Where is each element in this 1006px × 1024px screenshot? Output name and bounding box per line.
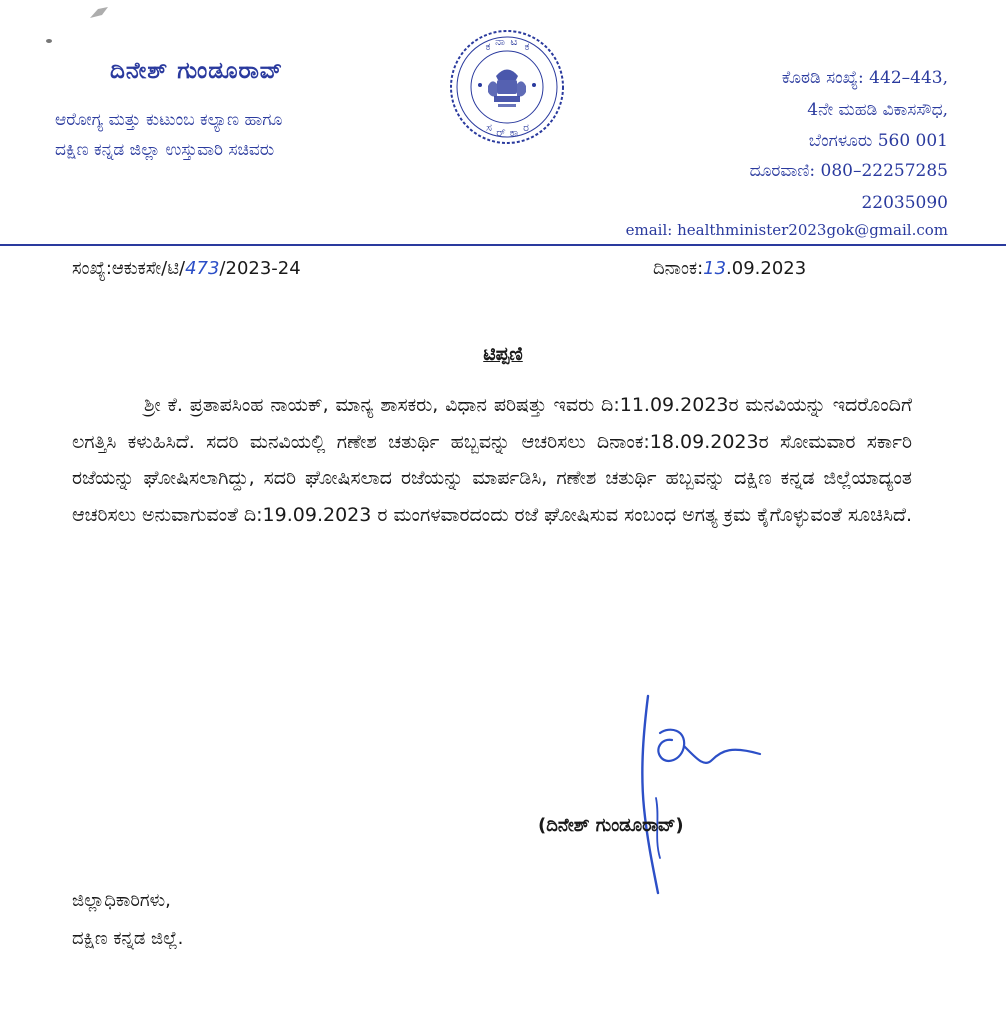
reference-date-suffix: .09.2023 [726,258,807,279]
reference-number-suffix: /2023-24 [219,258,301,279]
address-floor: 4ನೇ ಮಹಡಿ ವಿಕಾಸಸೌಧ, [807,100,948,120]
svg-text:ಕ: ಕ [524,40,530,53]
signature-icon [600,688,780,908]
reference-date [653,258,806,279]
scan-speck-small [46,39,52,43]
svg-text:ಟ: ಟ [510,35,518,48]
letterhead-role-line2: ದಕ್ಷಿಣ ಕನ್ನಡ ಜಿಲ್ಲಾ ಉಸ್ತುವಾರಿ ಸಚಿವರು [55,140,275,160]
svg-text:ಕಾ: ಕಾ [509,126,519,139]
address-city: ಬೆಂಗಳೂರು 560 001 [808,131,948,151]
letterhead-name: ದಿನೇಶ್ ಗುಂಡೂರಾವ್ [110,58,284,84]
letterhead-divider [0,244,1006,246]
svg-text:ರ್: ರ್ [496,126,506,139]
document-title: ಟಿಪ್ಪಣಿ [483,343,523,365]
reference-date-handwritten: 13 [703,258,727,279]
recipient-line2: ದಕ್ಷಿಣ ಕನ್ನಡ ಜಿಲ್ಲೆ. [72,928,184,949]
karnataka-emblem-icon [448,28,566,146]
reference-number [72,258,301,279]
signatory-name: (ದಿನೇಶ್ ಗುಂಡೂರಾವ್) [538,815,684,836]
reference-number-handwritten: 473 [185,258,220,279]
reference-number-prefix: ಸಂಖ್ಯೆ:ಆಕುಕಸೇ/ಟಿ/ [72,258,186,279]
svg-text:ರ: ರ [523,121,529,134]
phone-line1: ದೂರವಾಣಿ: 080–22257285 [749,161,948,181]
letterhead-email: email: healthminister2023gok@gmail.com [625,221,948,239]
scan-speck [88,6,110,20]
svg-text:ಸ: ಸ [486,121,492,134]
letterhead-role-line1: ಆರೋಗ್ಯ ಮತ್ತು ಕುಟುಂಬ ಕಲ್ಯಾಣ ಹಾಗೂ [55,110,283,130]
reference-date-prefix: ದಿನಾಂಕ: [653,258,704,279]
recipient-line1: ಜಿಲ್ಲಾಧಿಕಾರಿಗಳು, [72,890,171,911]
svg-text:ಕ: ಕ [485,40,491,53]
phone-line2: 22035090 [861,193,948,213]
svg-text:ನಾ: ನಾ [495,35,505,48]
address-room: ಕೊಠಡಿ ಸಂಖ್ಯೆ: 442–443, [781,68,948,88]
document-body: ಶ್ರೀ ಕೆ. ಪ್ರತಾಪಸಿಂಹ ನಾಯಕ್, ಮಾನ್ಯ ಶಾಸಕರು, ವಿಧಾನ ಪರಿಷತ್ತು ಇವರು ದಿ:11.09.2023ರ ಮನವಿಯನ್ನು ಇದರೊಂದಿಗೆ ಲಗತ್ತಿಸಿ ಕಳುಹಿಸಿದೆ. ಸದರಿ ಮನವಿಯಲ್ಲಿ ಗಣೇಶ ಚತುರ್ಥಿ ಹಬ್ಬವನ್ನು ಆಚರಿಸಲು ದಿನಾಂಕ:18.09.2023ರ ಸೋಮವಾರ ಸರ್ಕಾರಿ ರಜೆಯನ್ನು ಘೋಷಿಸಲಾಗಿದ್ದು, ಸದರಿ ಘೋಷಿಸಲಾದ ರಜೆಯನ್ನು ಮಾರ್ಪಡಿಸಿ, ಗಣೇಶ ಚತುರ್ಥಿ ಹಬ್ಬವನ್ನು ದಕ್ಷಿಣ ಕನ್ನಡ ಜಿಲ್ಲೆಯಾದ್ಯಂತ ಆಚರಿಸಲು ಅನುವಾಗುವಂತೆ ದಿ:19.09.2023 ರ ಮಂಗಳವಾರದಂದು ರಜೆ ಘೋಷಿಸುವ ಸಂಬಂಧ ಅಗತ್ಯ ಕ್ರಮ ಕೈಗೊಳ್ಳುವಂತೆ ಸೂಚಿಸಿದೆ. [72,394,913,526]
